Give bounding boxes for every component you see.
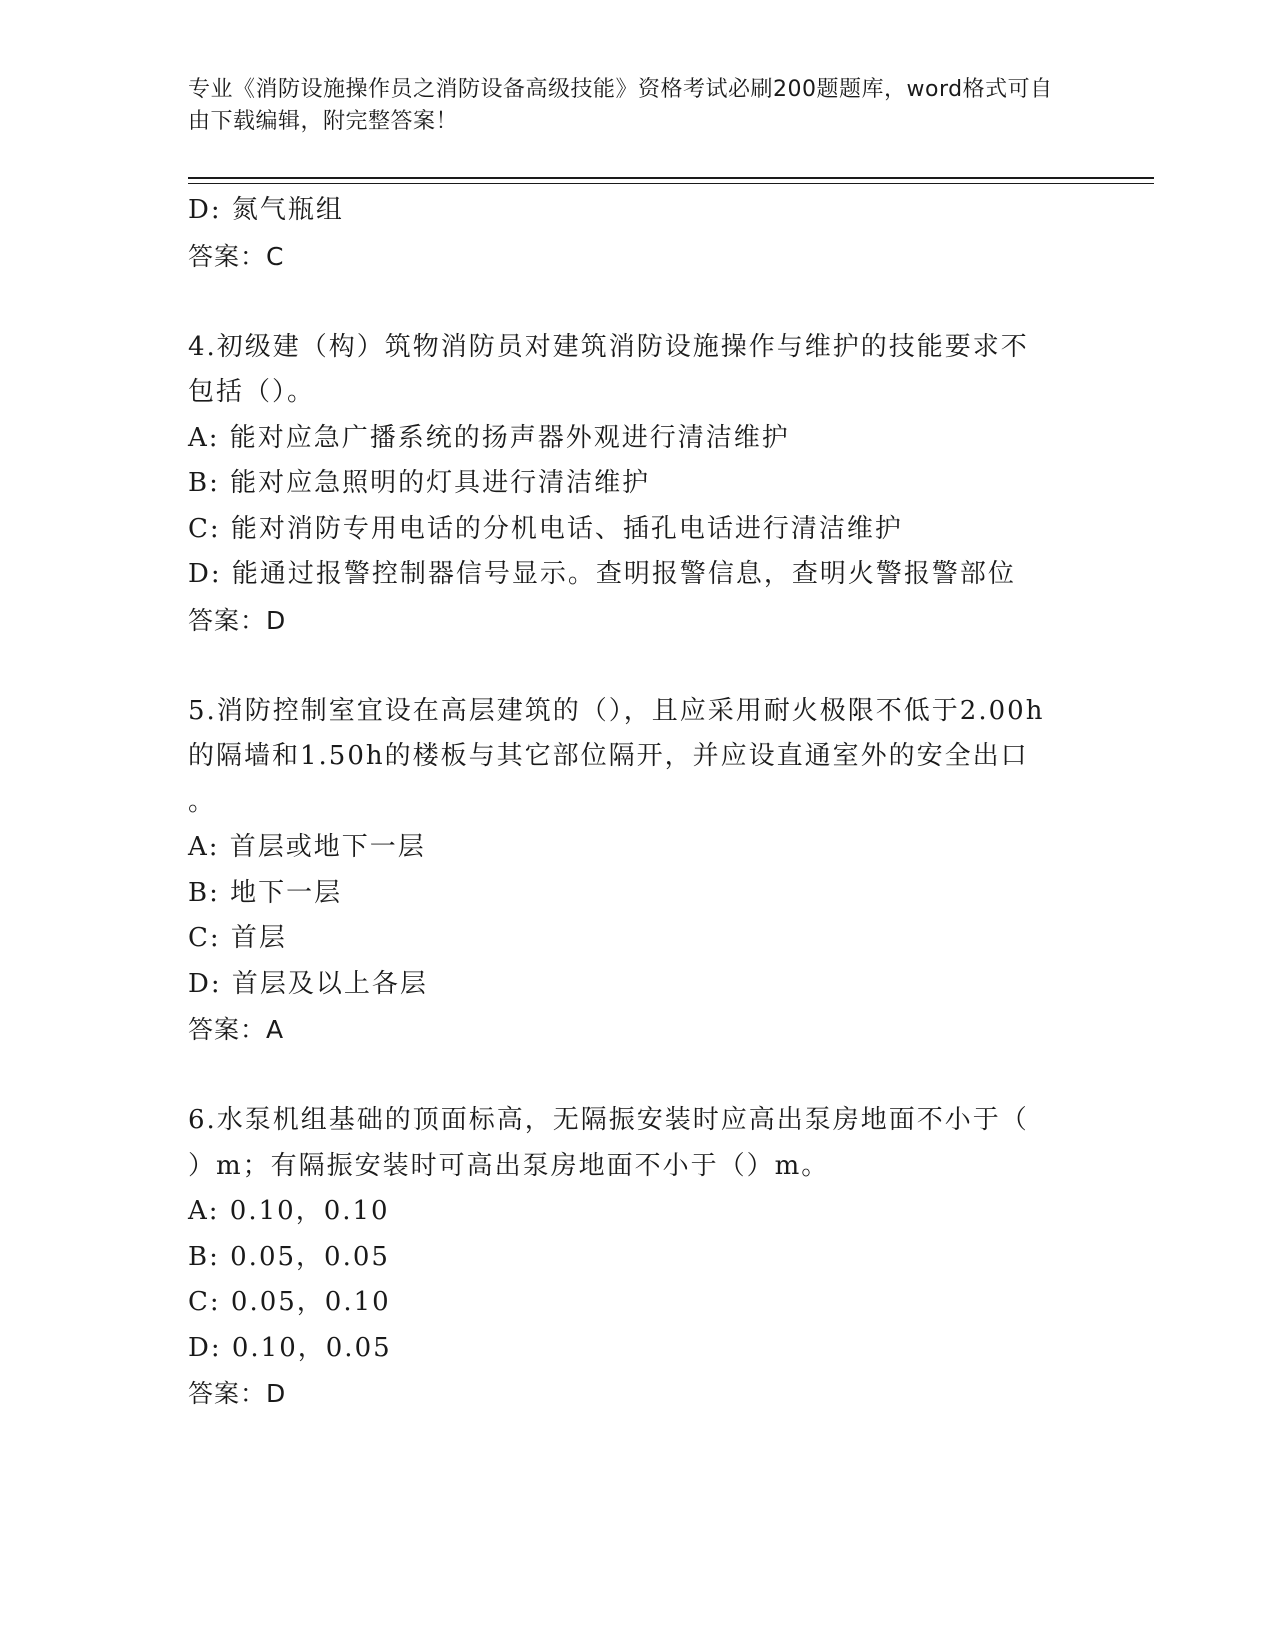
question-block	[188, 325, 1088, 644]
answer-line: 答案：D	[188, 605, 287, 635]
question-text: 6.水泵机组基础的顶面标高，无隔振安装时应高出泵房地面不小于（ ）m；有隔振安装时可高出泵房地面不小于（）m。	[188, 1105, 1029, 1181]
option-d: D: 氮气瓶组	[188, 195, 344, 225]
option-c: C: 首层	[188, 923, 287, 953]
header-title: 专业《消防设施操作员之消防设备高级技能》资格考试必刷200题题库，word格式可自由下载编辑，附完整答案！	[188, 77, 1053, 134]
option-c: C: 能对消防专用电话的分机电话、插孔电话进行清洁维护	[188, 513, 903, 544]
answer-line: 答案：C	[188, 241, 285, 271]
question-text: 4.初级建（构）筑物消防员对建筑消防设施操作与维护的技能要求不 包括（）。	[188, 331, 1029, 407]
spacer	[188, 279, 1088, 325]
header-divider-thick	[188, 177, 1154, 179]
spacer	[188, 1053, 1088, 1099]
option-b: B: 0.05，0.05	[188, 1241, 390, 1272]
option-c: C: 0.05，0.10	[188, 1287, 391, 1317]
question-block	[188, 1098, 1088, 1417]
question-block	[188, 689, 1088, 1053]
option-d: D: 0.10，0.05	[188, 1332, 392, 1363]
option-b: B: 地下一层	[188, 877, 343, 908]
question-list	[188, 188, 1088, 1417]
option-d: D: 能通过报警控制器信号显示。查明报警信息，查明火警报警部位	[188, 559, 1016, 589]
answer-line: 答案：D	[188, 1379, 287, 1408]
header-divider-thin	[188, 183, 1154, 184]
answer-line: 答案：A	[188, 1015, 285, 1044]
option-a: A: 首层或地下一层	[188, 832, 426, 862]
question-text: 5.消防控制室宜设在高层建筑的（），且应采用耐火极限不低于2.00h 的隔墙和1.50h的楼板与其它部位隔开，并应设直通室外的安全出口 。	[188, 695, 1045, 817]
spacer	[188, 643, 1088, 689]
option-d: D: 首层及以上各层	[188, 968, 428, 999]
option-b: B: 能对应急照明的灯具进行清洁维护	[188, 468, 651, 498]
option-a: A: 能对应急广播系统的扬声器外观进行清洁维护	[188, 422, 790, 453]
option-a: A: 0.10，0.10	[188, 1196, 390, 1226]
document-header	[188, 74, 1068, 138]
